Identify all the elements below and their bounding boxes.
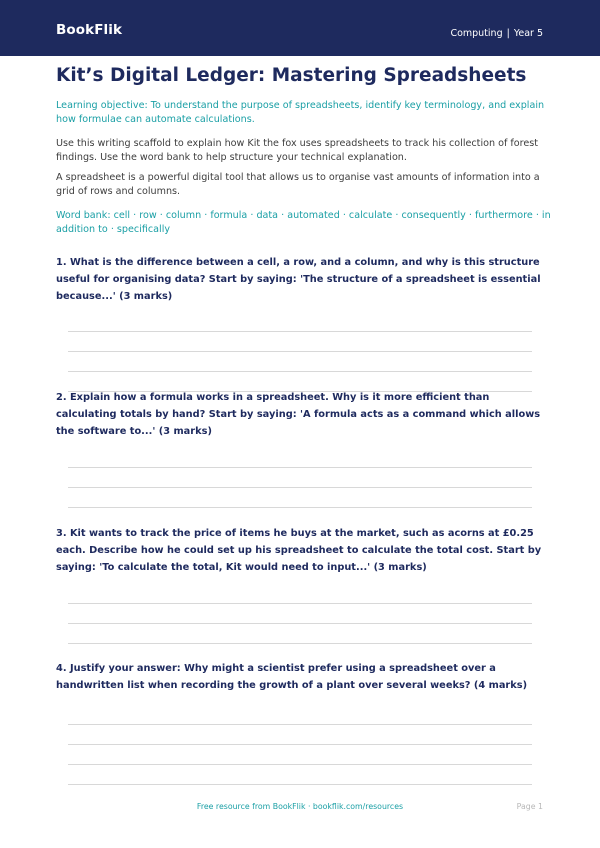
question-4: 4. Justify your answer: Why might a scientist prefer using a spreadsheet over a handwritten list when recording the growth of a plant over several weeks? (4 marks) xyxy=(56,663,528,691)
header-bar xyxy=(0,0,600,56)
word-bank: Word bank: cell · row · column · formula · data · automated · calculate · consequently · furthermore · in addition to · specifically xyxy=(56,210,551,235)
answer-line[interactable] xyxy=(68,764,532,765)
answer-line[interactable] xyxy=(68,507,532,508)
answer-line[interactable] xyxy=(68,331,532,332)
answer-line[interactable] xyxy=(68,467,532,468)
separator: | xyxy=(506,28,510,39)
learning-objective: Learning objective: To understand the purpose of spreadsheets, identify key terminology, and explain how formulae can automate calculations. xyxy=(56,100,545,125)
answer-line[interactable] xyxy=(68,371,532,372)
question-1: 1. What is the difference between a cell, a row, and a column, and why is this structure useful for organising data? Start by saying: 'The structure of a spreadsheet is essential because...' (3 marks) xyxy=(56,257,541,302)
answer-line[interactable] xyxy=(68,623,532,624)
page-number: Page 1 xyxy=(516,802,543,811)
answer-line[interactable] xyxy=(68,724,532,725)
footer-link[interactable]: Free resource from BookFlik · bookflik.com/resources xyxy=(196,802,404,811)
answer-line[interactable] xyxy=(68,603,532,604)
answer-line[interactable] xyxy=(68,784,532,785)
subject-year-label xyxy=(450,28,543,39)
subject-label: Computing xyxy=(450,28,503,39)
brand-logo: BookFlik xyxy=(56,22,123,38)
instructions: Use this writing scaffold to explain how Kit the fox uses spreadsheets to track his collection of forest findings. Use the word bank to help structure your technical explanation. xyxy=(56,138,539,163)
page-title: Kit’s Digital Ledger: Mastering Spreadsheets xyxy=(56,65,527,86)
question-3: 3. Kit wants to track the price of items he buys at the market, such as acorns at £0.25 each. Describe how he could set up his spreadsheet to calculate the total cost. Start by saying: 'To calculate the total, Kit would need to input...' (3 marks) xyxy=(56,528,542,573)
answer-line[interactable] xyxy=(68,643,532,644)
answer-line[interactable] xyxy=(68,351,532,352)
intro-paragraph: A spreadsheet is a powerful digital tool that allows us to organise vast amounts of information into a grid of rows and columns. xyxy=(56,172,540,197)
answer-line[interactable] xyxy=(68,744,532,745)
answer-line[interactable] xyxy=(68,487,532,488)
year-label: Year 5 xyxy=(513,28,543,39)
question-2: 2. Explain how a formula works in a spreadsheet. Why is it more efficient than calculating totals by hand? Start by saying: 'A formula acts as a command which allows the software to...' (3 marks) xyxy=(56,392,541,437)
